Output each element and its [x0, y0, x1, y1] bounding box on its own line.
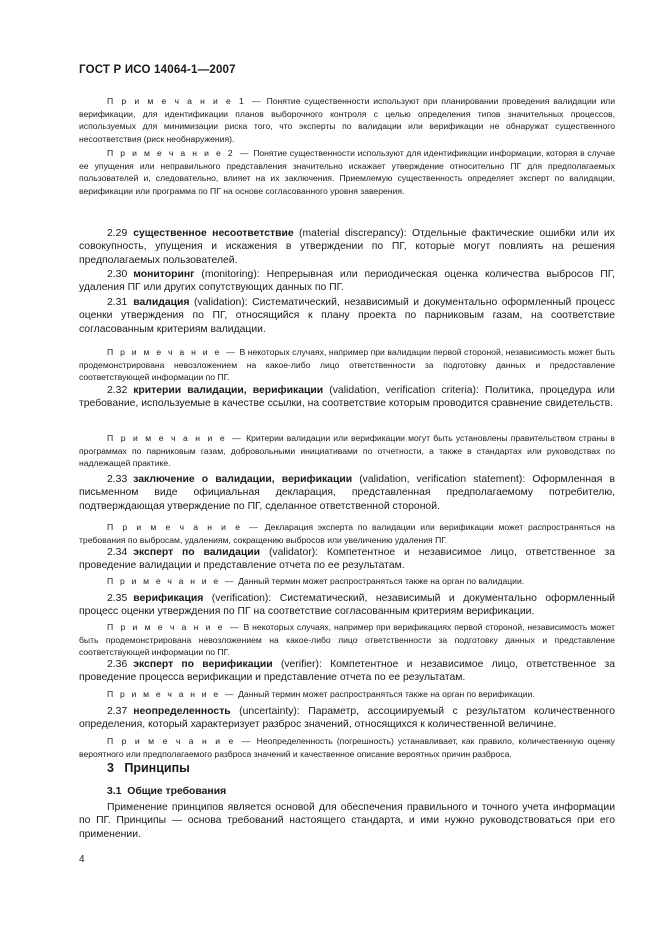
- note-text: Данный термин может распространяться также на орган по верификации.: [235, 689, 535, 699]
- note-text: Понятие существенности используют при планировании проведения валидации или верификации, для идентификации планов выборочного контроля с целью определения типов значительных процессов, используемых для минимизации риска того, что эксперты по валидации или верификации не обнаружат существенного несоответствия (риск необнаружения).: [79, 96, 615, 144]
- term-name: верификация: [133, 593, 204, 604]
- term-number: 2.34: [107, 547, 128, 558]
- note-label: П р и м е ч а н и е —: [107, 347, 238, 357]
- term-definition: [79, 268, 615, 295]
- note-paragraph: [79, 575, 615, 588]
- term-number: 2.29: [107, 228, 128, 239]
- term-text: Компетентное и независимое лицо, ответственное за проведение процесса верификации и представление отчета по ее результатам.: [79, 659, 615, 684]
- note-paragraph: [79, 735, 615, 760]
- note-label: П р и м е ч а н и е —: [107, 576, 236, 586]
- note-paragraph: [79, 688, 615, 701]
- term-name: существенное несоответствие: [133, 228, 294, 239]
- term-definition: [79, 592, 615, 619]
- note-text: В некоторых случаях, например при верификациях первой стороной, независимость может быть продемонстрирована невозложением на какое-либо лицо ответственности за подготовку данных и представление соответствующей информации по ПГ.: [79, 622, 615, 658]
- document-header: ГОСТ Р ИСО 14064-1—2007: [79, 64, 236, 76]
- note-text: Данный термин может распространяться также на орган по валидации.: [235, 576, 525, 586]
- note-text: Неопределенность (погрешность) устанавливает, как правило, количественную оценку вероятного или предполагаемого разброса значений и качественное описание вероятных причин разброса.: [79, 736, 615, 759]
- term-english: (validator):: [268, 547, 319, 558]
- term-text: Отдельные фактические ошибки или их совокупность, упущения и искажения в утверждении по ПГ, которые могут повлиять на решения предполагаемых пользователей.: [79, 228, 615, 266]
- term-text: Политика, процедура или требование, используемые в качестве ссылки, на соответствие которым проводится сравнение свидетельств.: [79, 385, 615, 410]
- term-number: 2.33: [107, 474, 128, 485]
- term-text: Оформленная в письменном виде официальная декларация, представленная предполагаемому потребителю, подтверждающая утверждение по ПГ, сделанное ответственной стороной.: [79, 474, 615, 512]
- term-name: эксперт по валидации: [133, 547, 261, 558]
- section-number: 3: [107, 761, 114, 775]
- note-paragraph: [79, 95, 615, 145]
- term-name: эксперт по верификации: [133, 659, 273, 670]
- term-name: мониторинг: [133, 269, 195, 280]
- note-label: П р и м е ч а н и е —: [107, 433, 243, 443]
- subsection-heading: [107, 786, 226, 797]
- note-label: П р и м е ч а н и е 2 —: [107, 148, 251, 158]
- note-paragraph: [79, 621, 615, 659]
- term-text: Параметр, ассоциируемый с результатом количественного определения, который характеризует разброс значений, относящихся к количественной величине.: [79, 706, 615, 731]
- term-english: (validation, verification statement):: [359, 474, 526, 485]
- term-number: 2.36: [107, 659, 128, 670]
- term-number: 2.30: [107, 269, 128, 280]
- note-paragraph: [79, 521, 615, 546]
- note-label: П р и м е ч а н и е —: [107, 736, 253, 746]
- section-title: Принципы: [124, 761, 190, 775]
- term-definition: [79, 546, 615, 573]
- subsection-title: Общие требования: [127, 786, 227, 797]
- term-definition: [79, 296, 615, 336]
- note-paragraph: [79, 432, 615, 470]
- note-paragraph: [79, 346, 615, 384]
- term-english: (monitoring):: [201, 269, 260, 280]
- term-text: Систематический, независимый и документально оформленный процесс оценки утверждения по ПГ, относящийся к плану проекта по парниковым газам, на соответствие согласованным критериям валидации.: [79, 297, 615, 335]
- term-name: валидация: [133, 297, 190, 308]
- term-definition: [79, 705, 615, 732]
- term-text: Компетентное и независимое лицо, ответственное за проведение валидации и представление отчета по ее результатам.: [79, 547, 615, 572]
- section-heading: [107, 761, 190, 775]
- term-english: (verification):: [211, 593, 272, 604]
- note-text: Критерии валидации или верификации могут быть установлены правительством страны в программах по парниковым газам, добровольными инициативами по отчетности, а также в стандартах или руководствах по надлежащей практике.: [79, 433, 615, 469]
- term-english: (verifier):: [280, 659, 322, 670]
- page-number: 4: [79, 854, 85, 865]
- term-number: 2.35: [107, 593, 128, 604]
- term-name: неопределенность: [133, 706, 231, 717]
- note-paragraph: [79, 147, 615, 197]
- term-definition: [79, 658, 615, 685]
- note-text: Декларация эксперта по валидации или верификации может распространяться на требования по выбросам, удалениям, сокращению выбросов или увеличению удаления ПГ.: [79, 522, 615, 545]
- term-number: 2.37: [107, 706, 128, 717]
- term-definition: [79, 227, 615, 267]
- term-text: Систематический, независимый и документально оформленный процесс оценки утверждения по ПГ на соответствие согласованным критериям верификации.: [79, 593, 615, 618]
- term-definition: [79, 473, 615, 513]
- term-name: критерии валидации, верификации: [133, 385, 324, 396]
- term-text: Непрерывная или периодическая оценка количества выбросов ПГ, удаления ПГ или других сопутствующих данных по ПГ.: [79, 269, 615, 294]
- term-number: 2.31: [107, 297, 128, 308]
- term-english: (uncertainty):: [239, 706, 300, 717]
- note-label: П р и м е ч а н и е 1 —: [107, 96, 263, 106]
- term-definition: [79, 384, 615, 411]
- body-paragraph: Применение принципов является основой для обеспечения правильного и точного учета информации по ПГ. Принципы — основа требований настоящего стандарта, и ими нужно руководствоваться при его применении.: [79, 802, 615, 840]
- term-number: 2.32: [107, 385, 128, 396]
- term-english: (validation):: [193, 297, 248, 308]
- note-label: П р и м е ч а н и е —: [107, 689, 236, 699]
- note-text: В некоторых случаях, например при валидации первой стороной, независимость может быть продемонстрирована невозложением на какое-либо лицо ответственности за подготовку данных и предоставление соответствующей информации по ПГ.: [79, 347, 615, 383]
- note-text: Понятие существенности используют для идентификации информации, которая в случае ее упущения или неправильного представления значительно искажает утверждение относительно ПГ для предполагаемых пользователей и, следовательно, влияет на их заключения. Приемлемую существенность определяет эксперт по валидации, верификации или программа по ПГ на основе согласованного уровня заверения.: [79, 148, 615, 196]
- term-english: (material discrepancy):: [299, 228, 407, 239]
- term-english: (validation, verification criteria):: [329, 385, 479, 396]
- term-name: заключение о валидации, верификации: [133, 474, 353, 485]
- subsection-number: 3.1: [107, 786, 122, 797]
- note-label: П р и м е ч а н и е —: [107, 522, 260, 532]
- note-label: П р и м е ч а н и е —: [107, 622, 241, 632]
